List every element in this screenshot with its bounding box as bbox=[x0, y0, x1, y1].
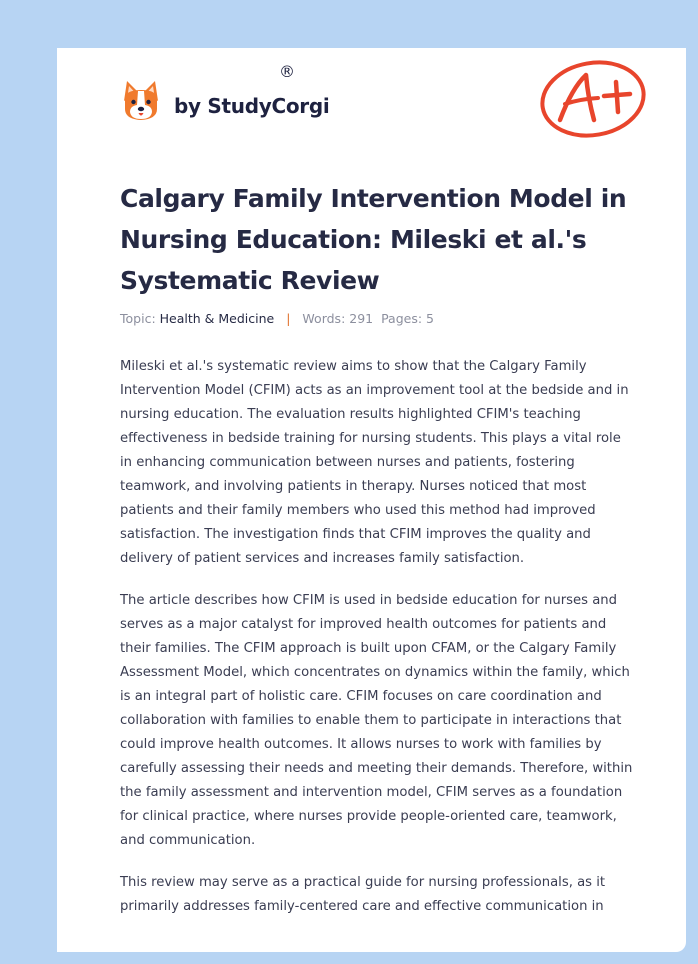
topic-label: Topic: bbox=[120, 311, 156, 326]
article-meta bbox=[120, 311, 434, 326]
topic-link[interactable]: Health & Medicine bbox=[159, 311, 275, 326]
registered-trademark: ® bbox=[279, 62, 295, 81]
document-page bbox=[57, 48, 686, 952]
corgi-logo-icon bbox=[121, 79, 161, 123]
studycorgi-logo[interactable] bbox=[121, 76, 329, 126]
article-title: Calgary Family Intervention Model in Nursing Education: Mileski et al.'s Systematic Review bbox=[120, 184, 627, 295]
paragraph-1: Mileski et al.'s systematic review aims to show that the Calgary Family Intervention Model (CFIM) acts as an improvement tool at the bedside and in nursing education. The evaluation results highlighted CFIM's teaching effectiveness in bedside training for nursing students. This plays a vital role in enhancing communication between nurses and patients, fostering teamwork, and involving patients in therapy. Nurses noticed that most patients and their family members who used this method had improved satisfaction. The investigation finds that CFIM improves the quality and delivery of patient services and increases family satisfaction. bbox=[120, 359, 629, 566]
page-count: Pages: 5 bbox=[381, 311, 434, 326]
word-count: Words: 291 bbox=[302, 311, 374, 326]
paragraph-3: This review may serve as a practical guide for nursing professionals, as it primarily addresses family-centered care and effective communication in bbox=[120, 875, 606, 914]
brand-name: by StudyCorgi bbox=[174, 94, 330, 118]
paragraph-2: The article describes how CFIM is used in bedside education for nurses and serves as a major catalyst for improved health outcomes for patients and their families. The CFIM approach is built upon CFAM, or the Calgary Family Assessment Model, which concentrates on dynamics within the family, which is an integral part of holistic care. CFIM focuses on care coordination and collaboration with families to enable them to participate in interactions that could improve health outcomes. It allows nurses to work with families by carefully assessing their needs and meeting their demands. Therefore, within the family assessment and intervention model, CFIM serves as a foundation for clinical practice, where nurses provide people-oriented care, teamwork, and communication. bbox=[120, 593, 633, 848]
article-body bbox=[120, 355, 636, 937]
meta-separator: | bbox=[286, 311, 291, 326]
a-plus-grade-icon bbox=[538, 58, 650, 140]
